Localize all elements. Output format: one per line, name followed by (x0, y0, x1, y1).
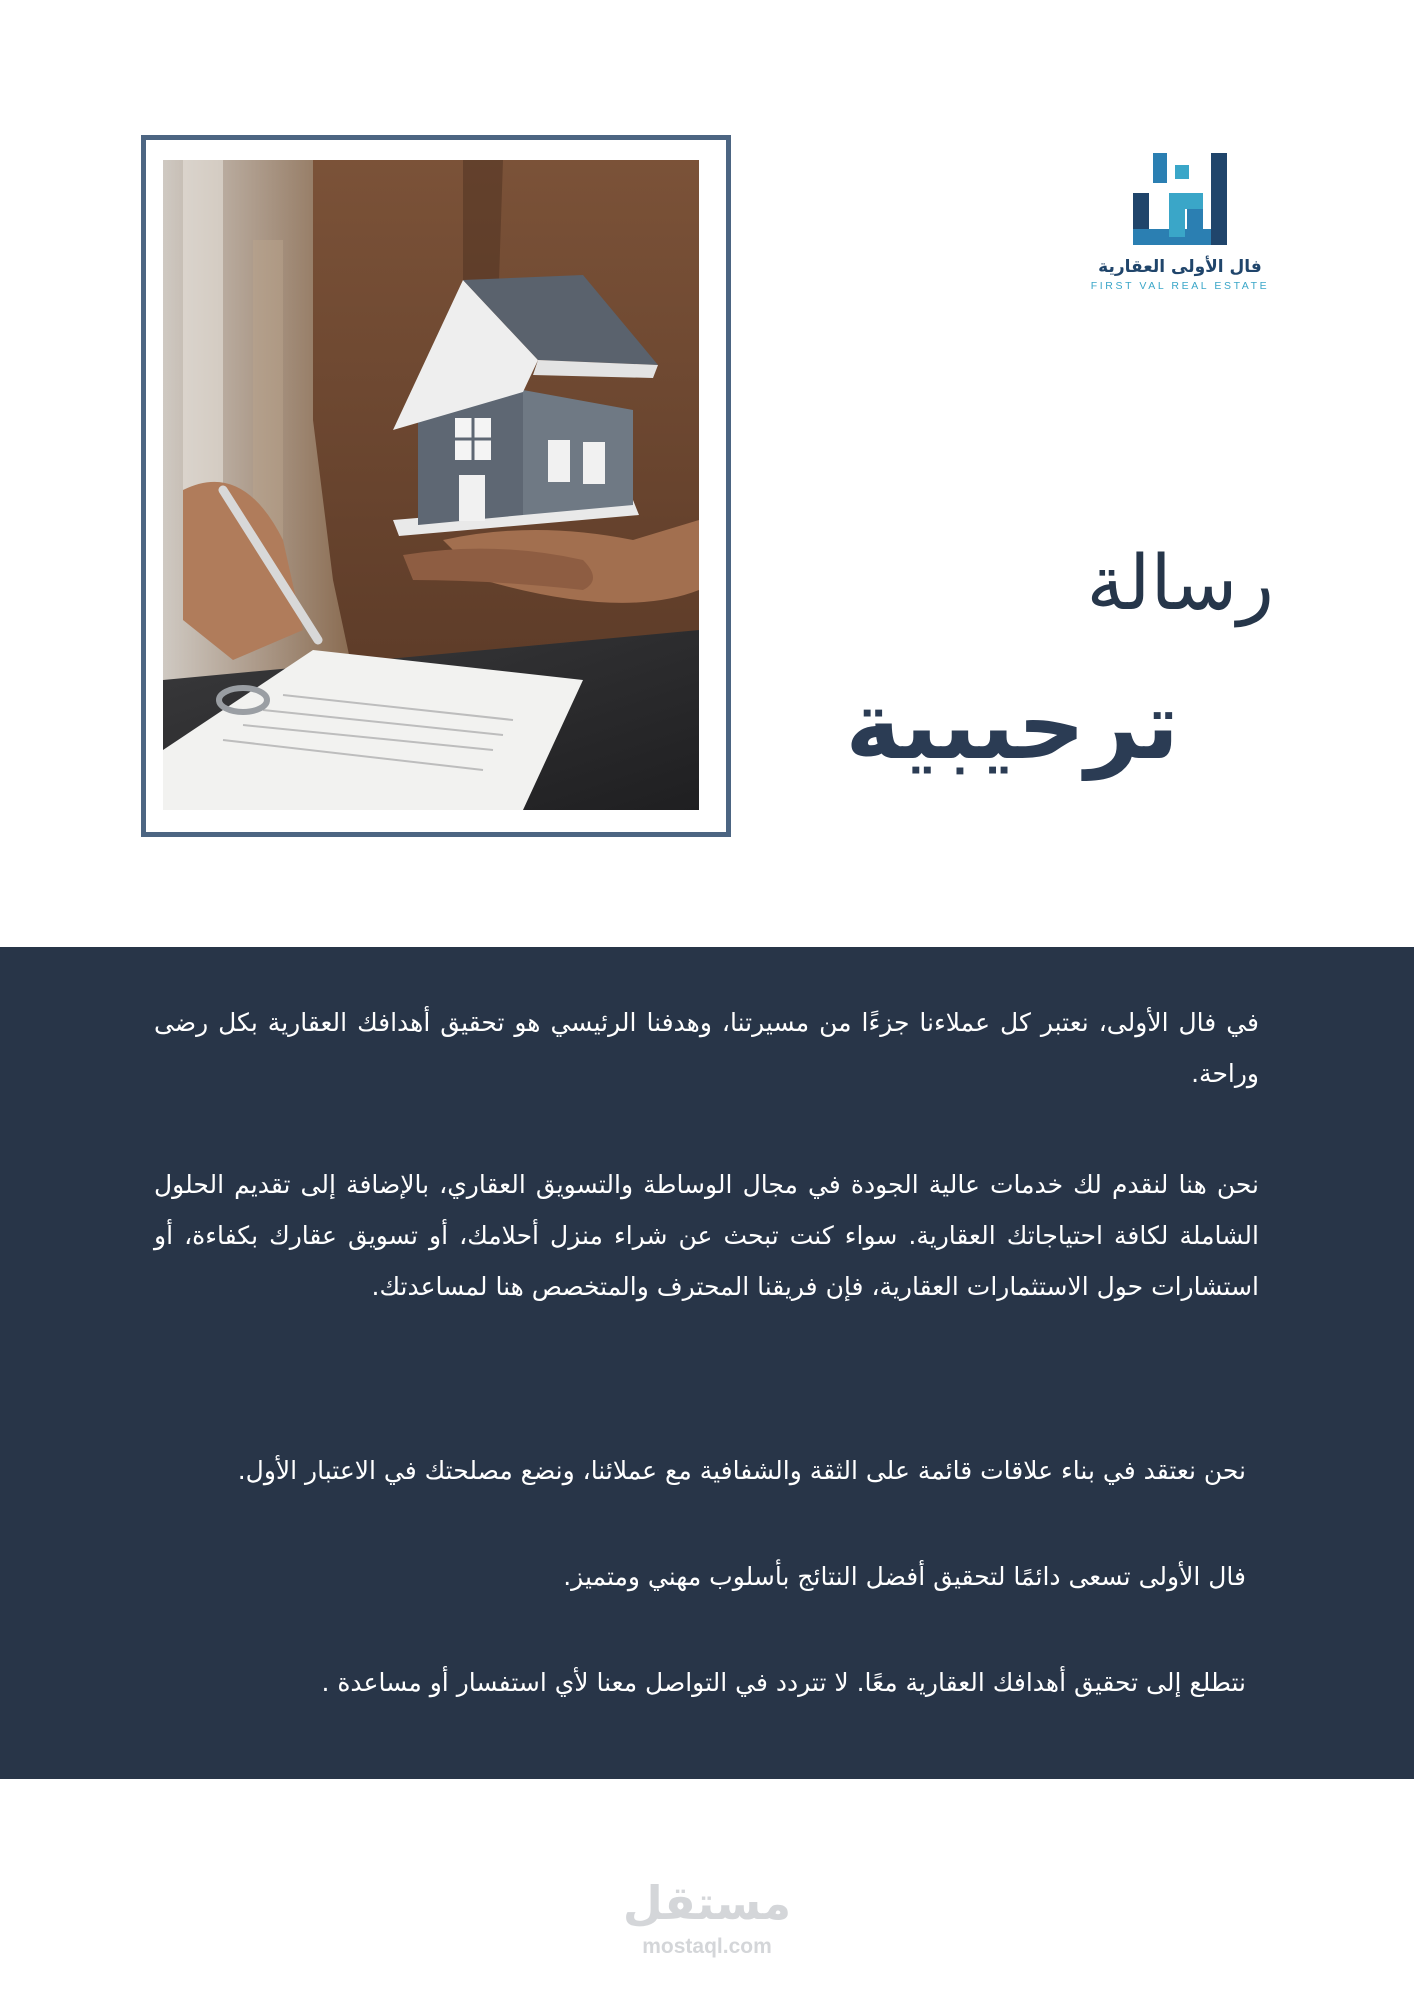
message-panel (0, 947, 1414, 1779)
paragraph-intro: في فال الأولى، نعتبر كل عملاءنا جزءًا من مسيرتنا، وهدفنا الرئيسي هو تحقيق أهدافك العقارية بكل رضى وراحة. (154, 1008, 1259, 1088)
paragraph-trust: نحن نعتقد في بناء علاقات قائمة على الثقة والشفافية مع عملائنا، ونضع مصلحتك في الاعتبار الأول. (237, 1456, 1246, 1485)
paragraph-contact: نتطلع إلى تحقيق أهدافك العقارية معًا. لا تتردد في التواصل معنا لأي استفسار أو مساعدة . (321, 1668, 1246, 1697)
watermark-url: mostaql.com (642, 1935, 772, 1958)
watermark-arabic: مستقل (622, 1876, 792, 1930)
house-model-photo (163, 160, 699, 810)
logo-mark-icon (1125, 145, 1235, 255)
company-logo (1090, 145, 1270, 335)
house-model-photo-illustration (163, 160, 699, 810)
paragraph-services: نحن هنا لنقدم لك خدمات عالية الجودة في مجال الوساطة والتسويق العقاري، بالإضافة إلى تقديم الحلول الشاملة لكافة احتياجاتك العقارية. سواء كنت تبحث عن شراء منزل أحلامك، أو تسويق عقارك بكفاءة، أو استشارات حول الاستثمارات العقارية، فإن فريقنا المحترف والمتخصص هنا لمساعدتك. (154, 1170, 1259, 1301)
logo-name-arabic: فال الأولى العقارية (1098, 257, 1262, 277)
photo-frame (141, 135, 731, 837)
logo-name-english: FIRST VAL REAL ESTATE (1090, 280, 1270, 292)
paragraph-excellence: فال الأولى تسعى دائمًا لتحقيق أفضل النتائج بأسلوب مهني ومتميز. (563, 1562, 1246, 1591)
title-line-1: رسالة (1086, 538, 1274, 627)
title-line-2: ترحيبية (845, 672, 1179, 781)
